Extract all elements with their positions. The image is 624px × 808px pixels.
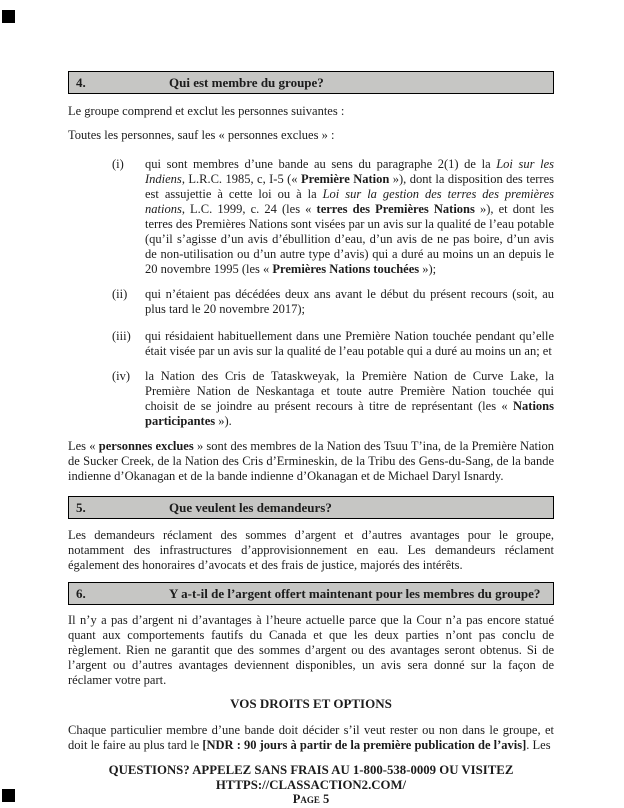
group-intro-line-2: Toutes les personnes, sauf les « personnes exclues » : <box>68 128 335 142</box>
list-item-iv <box>68 369 554 429</box>
excluded-persons-paragraph: Les « personnes exclues » sont des membres de la Nation des Tsuu T’ina, de la Première Nation de Sucker Creek, de la Nation des Cris d’Ermineskin, de la Tribu des Gens-du-Sang, de la bande indienne d’Okanagan et de la bande indienne d’Okanagan et de Michael Daryl Isnardy. <box>68 439 554 483</box>
footer-questions-line: QUESTIONS? APPELEZ SANS FRAIS AU 1-800-538-0009 OU VISITEZ <box>108 763 514 777</box>
document-content <box>68 71 554 807</box>
section-6-number: 6. <box>76 586 86 601</box>
list-item-i-label: (i) <box>112 157 124 171</box>
list-item-ii-label: (ii) <box>112 287 128 301</box>
section-5-number: 5. <box>76 500 86 515</box>
list-item-ii <box>68 287 554 317</box>
scan-corner-mark-top-left <box>2 10 15 23</box>
scan-corner-mark-bottom-left <box>2 789 15 802</box>
rights-paragraph: Chaque particulier membre d’une bande doit décider s’il veut rester ou non dans le groupe, et doit le faire au plus tard le [NDR : 90 jours à partir de la première publication de l’avis]. Les <box>68 723 554 752</box>
section-6-title: Y a-t-il de l’argent offert maintenant pour les membres du groupe? <box>169 586 541 601</box>
section-5-paragraph: Les demandeurs réclament des sommes d’argent et d’autres avantages pour le groupe, notamment des infrastructures d’approvisionnement en eau. Les demandeurs réclament également des honoraires d’avocats et des frais de justice, majorés des intérêts. <box>68 528 554 572</box>
list-item-iii-label: (iii) <box>112 329 131 343</box>
section-6-paragraph: Il n’y a pas d’argent ni d’avantages à l’heure actuelle parce que la Cour n’a pas encore statué quant aux comportements fautifs du Canada et que les deux parties n’ont pas conclu de règlement. Rien ne garantit que des sommes d’argent ou des avantages seront obtenus. Si de l’argent ou d’autres avantages deviennent disponibles, un avis sera donné sur la façon de réclamer votre part. <box>68 613 554 687</box>
section-5-header <box>68 496 554 519</box>
list-item-ii-text: qui n’étaient pas décédées deux ans avant le début du présent recours (soit, au plus tard le 20 novembre 2017); <box>145 287 554 316</box>
list-item-i <box>68 157 554 277</box>
page-footer <box>68 763 554 807</box>
section-6-header <box>68 582 554 605</box>
list-item-iv-label: (iv) <box>112 369 131 383</box>
section-5-title: Que veulent les demandeurs? <box>169 500 332 515</box>
list-item-iii-text: qui résidaient habituellement dans une Première Nation touchée pendant qu’elle était visée par un avis sur la qualité de l’eau potable qui a duré au moins un an; et <box>145 329 554 358</box>
list-item-iii <box>68 329 554 359</box>
list-item-iv-text: la Nation des Cris de Tataskweyak, la Première Nation de Curve Lake, la Première Nation de Neskantaga et toute autre Première Nation touchée qui choisit de se joindre au présent recours à titre de représentant (les « Nations participantes »). <box>145 369 554 428</box>
section-4-number: 4. <box>76 75 86 90</box>
list-item-i-text: qui sont membres d’une bande au sens du paragraphe 2(1) de la Loi sur les Indiens, L.R.C. 1985, c, I-5 (« Première Nation »), dont la disposition des terres est assujettie à cette loi ou à la Loi sur la gestion des terres des premières nations, L.C. 1999, c. 24 (les « terres des Premières Nations »), et dont les terres des Premières Nations sont visées par un avis sur la qualité de l’eau potable (qu’il s’agisse d’un avis d’ébullition d’eau, d’un avis de ne pas boire, d’un avis de non-utilisation ou d’un autre type d’avis) qui a duré au moins un an depuis le 20 novembre 1995 (les « Premières Nations touchées »); <box>145 157 554 276</box>
section-4-title: Qui est membre du groupe? <box>169 75 324 90</box>
group-intro-line-1: Le groupe comprend et exclut les personnes suivantes : <box>68 104 345 118</box>
rights-and-options-title: VOS DROITS ET OPTIONS <box>230 696 392 711</box>
section-4-header <box>68 71 554 94</box>
footer-url: HTTPS://CLASSACTION2.COM/ <box>215 777 407 792</box>
page-number-label: Page 5 <box>292 792 330 806</box>
